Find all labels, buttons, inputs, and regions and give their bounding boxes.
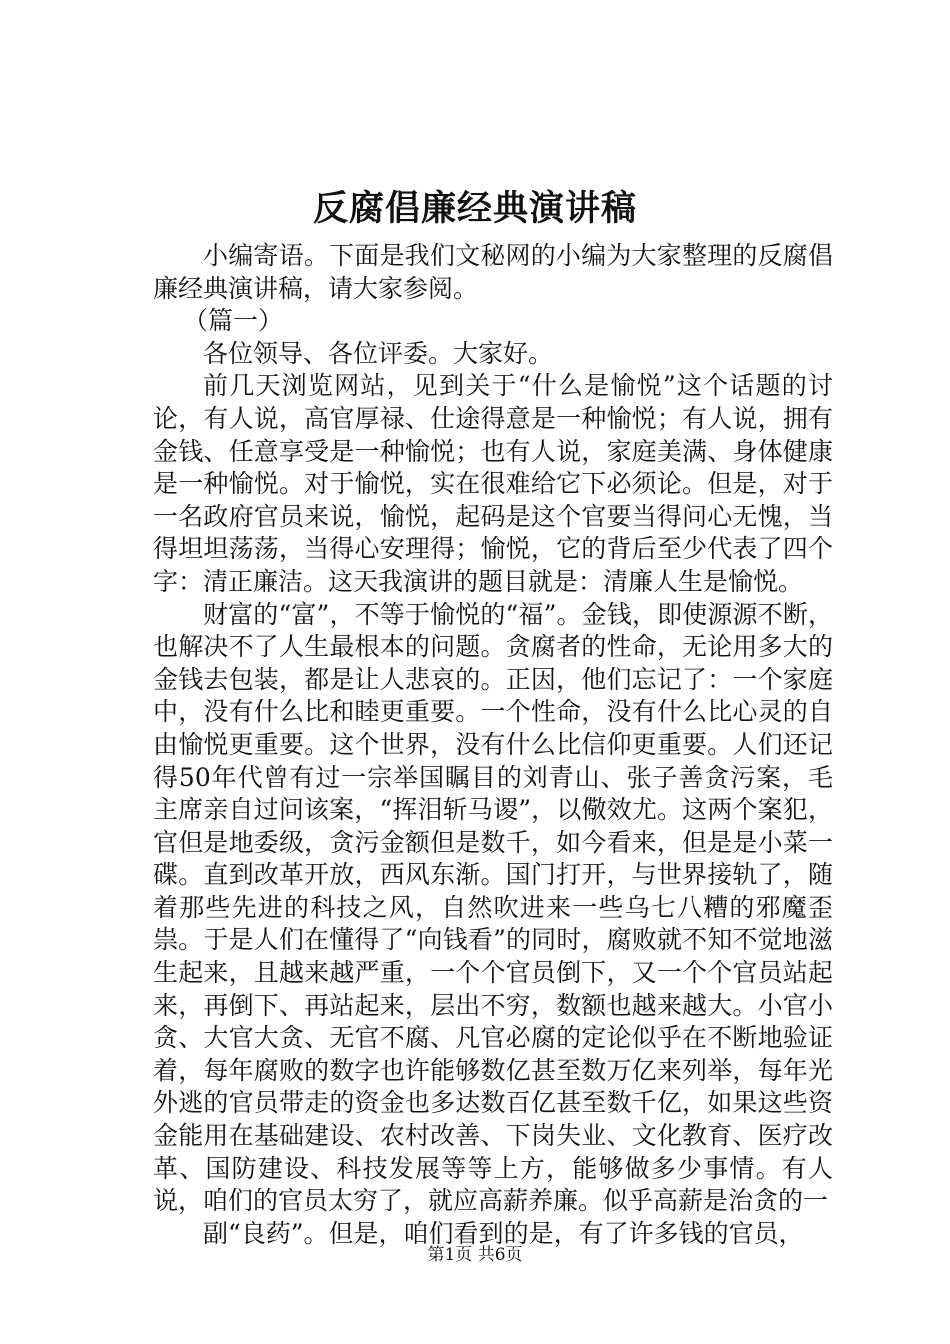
document-title: 反腐倡廉经典演讲稿: [312, 188, 637, 229]
paragraph-greeting: 各位领导、各位评委。大家好。: [203, 338, 554, 368]
paragraph-intro: 小编寄语。下面是我们文秘网的小编为大家整理的反腐倡廉经典演讲稿，请大家参阅。: [153, 241, 833, 303]
document-body: [153, 240, 833, 1250]
paragraph-section-label: （篇一）: [183, 306, 284, 336]
paragraph-body-1: 前几天浏览网站，见到关于“什么是愉悦”这个话题的讨论，有人说，高官厚禄、仕途得意是一种愉悦；有人说，拥有金钱、任意享受是一种愉悦；也有人说，家庭美满、身体健康是一种愉悦。对于愉悦，实在很难给它下必须论。但是，对于一名政府官员来说，愉悦，起码是这个官要当得问心无愧，当得坦坦荡荡，当得心安理得；愉悦，它的背后至少代表了四个字：清正廉洁。这天我演讲的题目就是：清廉人生是愉悦。: [153, 371, 833, 596]
paragraph-body-2: 财富的“富”，不等于愉悦的“福”。金钱，即使源源不断，也解决不了人生最根本的问题。贪腐者的性命，无论用多大的金钱去包装，都是让人悲哀的。正因，他们忘记了：一个家庭中，没有什么比和睦更重要。一个性命，没有什么比心灵的自由愉悦更重要。这个世界，没有什么比信仰更重要。人们还记得50年代曾有过一宗举国瞩目的刘青山、张子善贪污案，毛主席亲自过问该案，“挥泪斩马谡”，以儆效尤。这两个案犯，官但是地委级，贪污金额但是数千，如今看来，但是是小菜一碟。直到改革开放，西风东渐。国门打开，与世界接轨了，随着那些先进的科技之风，自然吹进来一些乌七八糟的邪魔歪祟。于是人们在懂得了“向钱看”的同时，腐败就不知不觉地滋生起来，且越来越严重，一个个官员倒下，又一个个官员站起来，再倒下、再站起来，层出不穷，数额也越来越大。小官小贪、大官大贪、无官不腐、凡官必腐的定论似乎在不断地验证着，每年腐败的数字也许能够数亿甚至数万亿来列举，每年光外逃的官员带走的资金也多达数百亿甚至数千亿，如果这些资金能用在基础建设、农村改善、下岗失业、文化教育、医疗改革、国防建设、科技发展等等上方，能够做多少事情。有人说，咱们的官员太穷了，就应高薪养廉。似乎高薪是治贪的一: [153, 599, 833, 1216]
paragraph-body-3: 副“良药”。但是，咱们看到的是，有了许多钱的官员，: [203, 1218, 804, 1248]
page-number-footer: 第1页 共6页: [427, 1245, 523, 1265]
